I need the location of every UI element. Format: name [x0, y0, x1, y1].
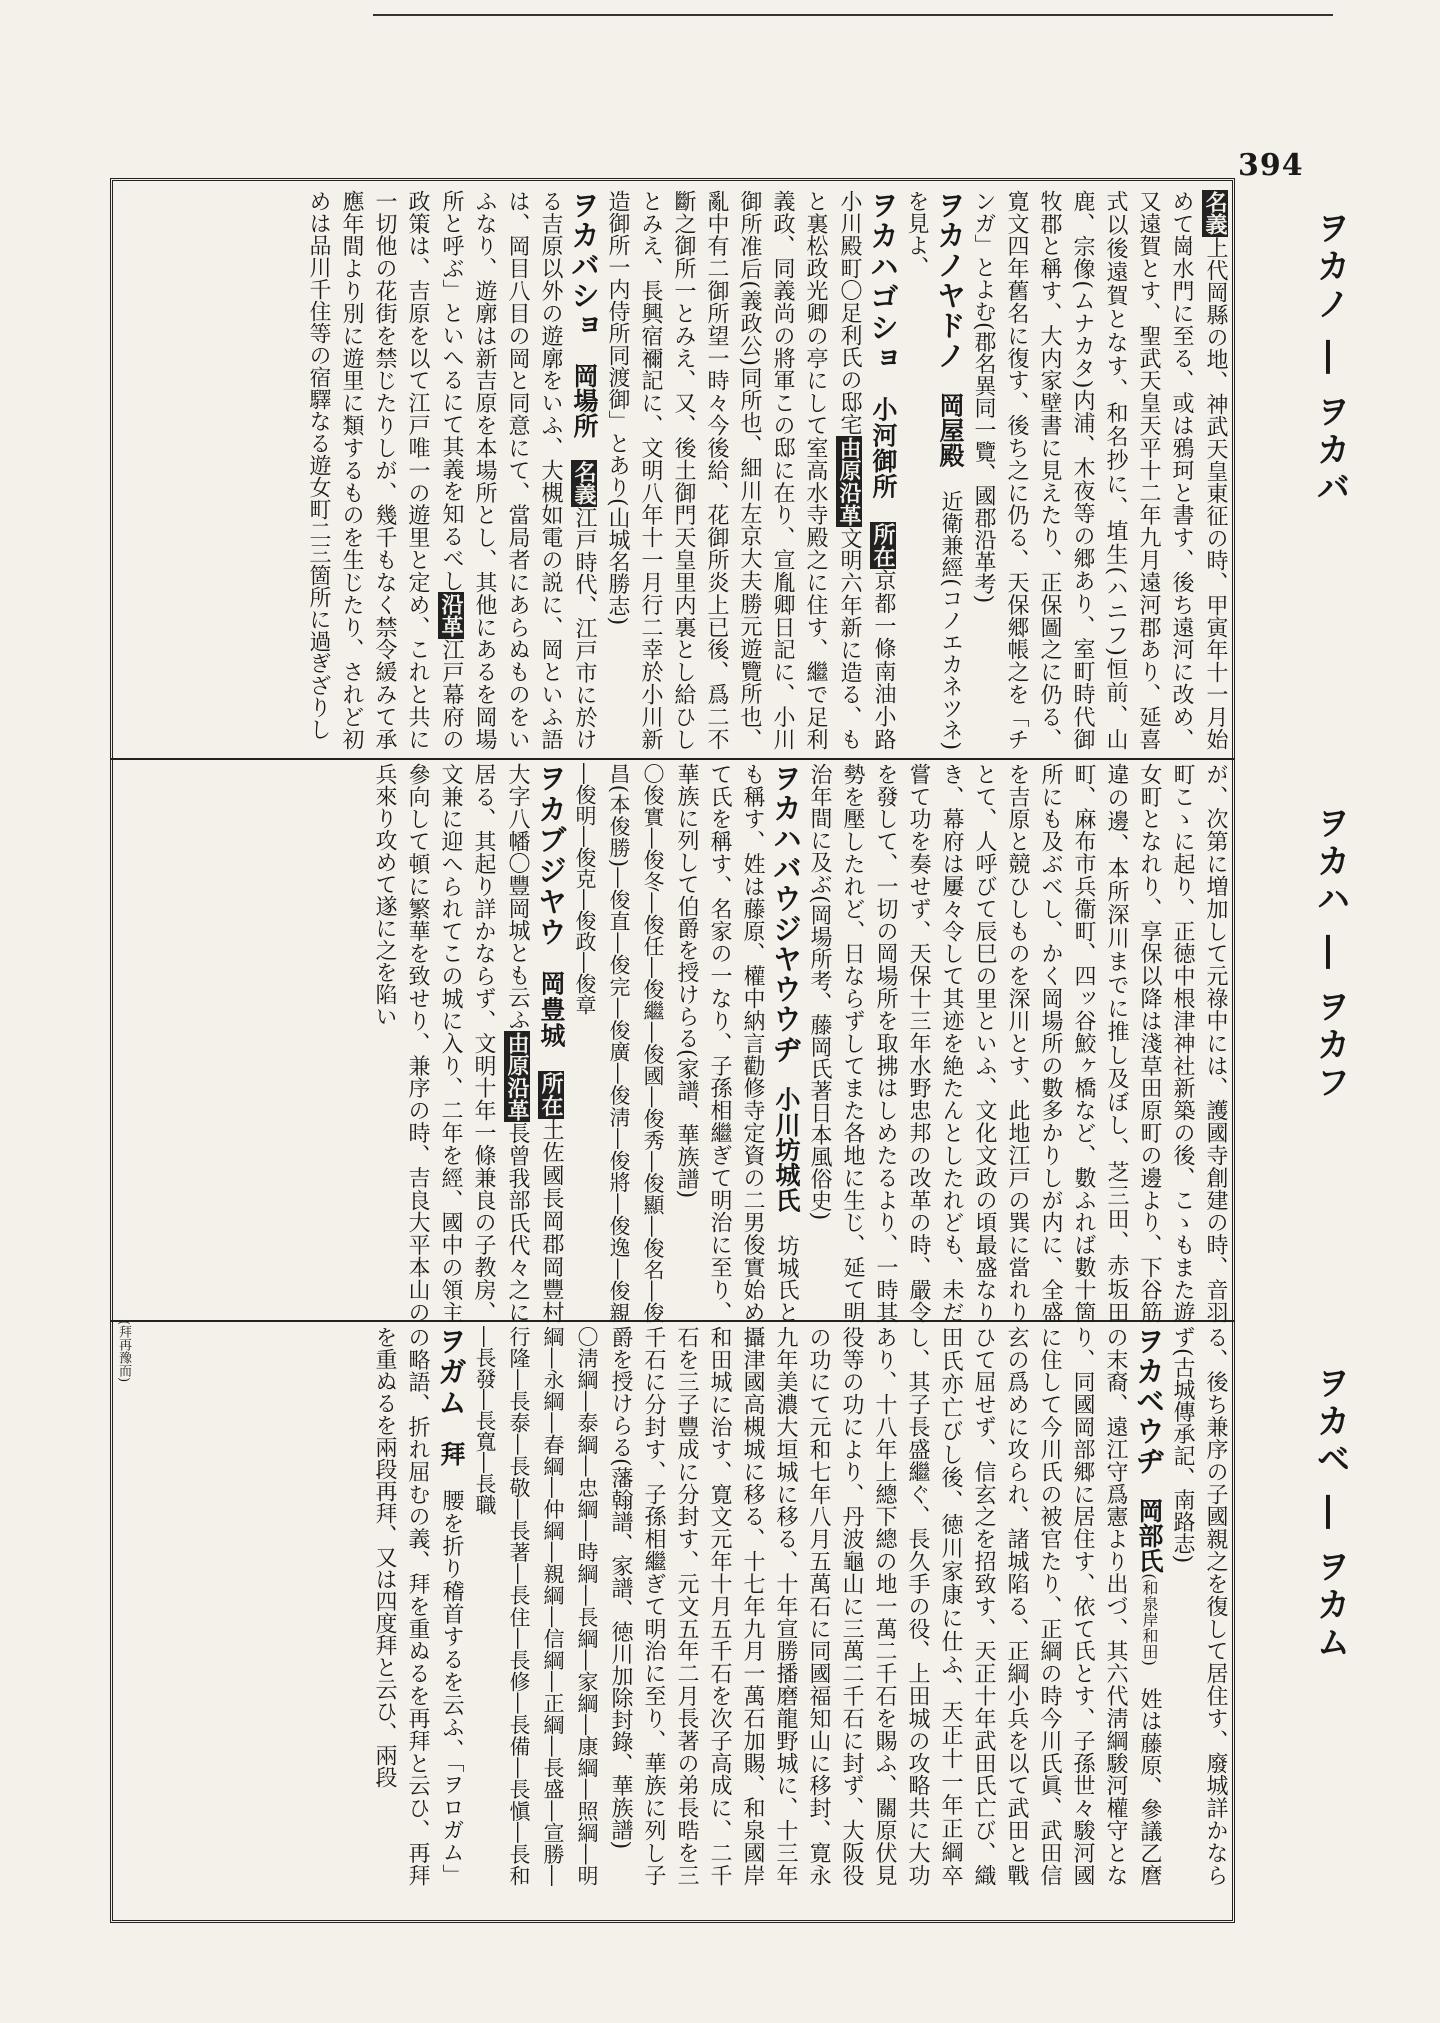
entry-text: 長曾我部氏代々之に居る、其起り詳かならず、文明十年一條兼良の子教房、文兼に迎へられてこの城に入り、二年を經、國中の領主參向して頓に繁華を致せり、兼序の時、吉良大平本山の兵來り攻めて遂に之を陷い [372, 763, 530, 1323]
entry-kanji: 岡豊城 [537, 970, 566, 1049]
entry-text: る、後ち兼序の子國親之を復して居住す、廢城詳かならず(古城傳承記、南路志) [1170, 1326, 1228, 1886]
page-number: 394 [1238, 148, 1304, 183]
genealogy [468, 1326, 604, 1886]
text-band-2 [112, 763, 1232, 1323]
entry-text: 上代岡縣の地、神武天皇東征の時、甲寅年十一月始めて崗水門に至る、或は鴉珂と書す、後ち遠河に改め、又遠賀とす、聖武天皇天平十二年九月遠河郡あり、延喜式以後遠賀となす、和名抄に、埴生(ハニフ)恒前、山鹿、宗像(ムナカタ)内浦、木夜等の郷あり、室町時代御牧郡と稱す、大内家壁書に見えたり、正保圖之に仍る、寛文四年舊名に復す、後ち之に仍る、天保郷帳之を「チンガ」とよむ(郡名異同一覽、國郡沿革考) [971, 190, 1228, 750]
dictionary-entry [604, 1326, 1166, 1886]
entry-headword: ヲカハゴショ [866, 190, 900, 374]
dictionary-entry [368, 1326, 468, 1886]
entry-tag: 名義 [571, 461, 597, 506]
dictionary-entry [601, 190, 900, 750]
entry-text: 京都一條南油小路小川殿町〇足利氏の邸宅 [837, 190, 896, 750]
entry-headword: ヲカベウヂ [1132, 1326, 1166, 1477]
entry-tag: 名義 [1202, 191, 1228, 236]
entry-headword: ヲカバショ [567, 190, 601, 341]
dictionary-entry [670, 763, 803, 1323]
dictionary-entry [900, 190, 967, 750]
entry-text: 腰を折り稽首するを云ふ、「ヲロガム」の略語、折れ屈むの義、拜を重ぬるを再拜と云ひ、再拜を重ぬるを兩段再拜、又は四度拜と云ひ、兩段 [372, 1326, 464, 1886]
text-band-3 [112, 1326, 1232, 1886]
entry-tag: 所在 [538, 1071, 564, 1118]
dictionary-entry [1166, 1326, 1232, 1886]
entry-headword: ヲカノヤドノ [933, 190, 967, 371]
side-title-3: ヲカベ ― ヲカム [1310, 1365, 1350, 1663]
side-title-1: ヲカノ ― ヲカバ [1310, 210, 1350, 508]
top-rule [373, 14, 1333, 16]
dictionary-entry [803, 763, 1232, 1323]
entry-tag: 由原沿革 [504, 1032, 530, 1122]
entry-headword: ヲカブジヤウ [534, 763, 568, 948]
text-band-1 [112, 190, 1232, 750]
entry-headword: ヲカハバウジヤウウヂ [769, 763, 803, 1065]
dictionary-entry [302, 190, 601, 750]
dictionary-entry [368, 763, 568, 1323]
entry-kanji: 小河御所 [869, 396, 898, 500]
entry-kanji: 拜 [437, 1440, 466, 1467]
entry-kanji: 岡場所 [570, 362, 599, 439]
entry-text: 江戸時代、江戸市に於ける吉原以外の遊廓をいふ、大槻如電の説に、岡といふ語は、岡目八目の岡と同意にて、當局者にあらぬものをいふなり、遊廓は新吉原を本場所とし、其他にあるを岡場所と呼ぶ」といへるにて其義を知るべし [439, 190, 597, 750]
entry-text: 姓は藤原、參議乙麿の末裔、遠江守爲憲より出づ、其六代淸綱駿河權守となり、同國岡部郷に居住す、依て氏とす、子孫世々駿河國に住して今川氏の被官たり、正綱の時今川氏眞、武田信玄の爲めに攻られ、諸城陷る、正綱小兵を以て武田と戰ひて屈せず、信玄之を招致す、天正十年武田氏亡び、織田氏亦亡びし後、徳川家康に仕ふ、天正十一年正綱卒し、其子長盛繼ぐ、長久手の役、上田城の攻略共に大功あり、十八年上總下總の地一萬二千石を賜ふ、關原伏見役等の功により、丹波龜山に三萬二千石に封ず、大阪役の功にて元和七年八月五萬石に同國福知山に移封、寛永九年美濃大垣城に移る、十年宣勝播磨龍野城に、十三年攝津國高槻城に移る、十七年九月一萬石加賜、和泉國岸和田城に治す、寛文元年十月五千石を次子高成に、二千石を三子豐成に分封す、元文五年二月長著の弟長晧を三千石に分封す、子孫相繼ぎて明治に至り、華族に列し子爵を授けらる(藩翰譜、家譜、徳川加除封錄、華族譜) [608, 1326, 1162, 1886]
band-divider-1 [110, 758, 1235, 760]
entry-text: 江戸幕府の政策は、吉原を以て江戸唯一の遊里と定め、これと共に一切他の花街を禁じたりしが、幾千もなく禁令緩みて承應年間より別に遊里に類するものを生じたり、されど初めは品川千住等の宿驛なる遊女町二三箇所に過ぎざりし [306, 190, 464, 750]
entry-headword: ヲガム [434, 1326, 468, 1419]
entry-text: 近衛兼經(コノエカネツネ)を見よ、 [904, 190, 963, 750]
entry-text: が、次第に増加して元祿中には、護國寺創建の時、音羽町こゝに起り、正徳中根津神社新築の後、こゝもまた遊女町となれり、享保以降は淺草田原町の邊より、下谷筋違の邊、本所深川までに推し及ぼし、芝三田、赤坂田町、麻布市兵衞町、四ッ谷鮫ヶ橋など、數ふれば數十箇所にも及ぶべし、かく岡場所の數多かりしが内に、全盛を吉原と競ひしものを深川とす、此地江戸の巽に當れりとて、人呼びて辰巳の里といふ、文化文政の頃最盛なりき、幕府は屢々令して其迹を絶たんとしたれども、未だ嘗て功を奏せず、天保十三年水野忠邦の改革の時、嚴令を發して、一切の岡場所を取拂はしめたるより、一時其勢を壓したれど、日ならずしてまた各地に生じ、延て明治年間に及ぶ(岡場所考、藤岡氏著日本風俗史) [807, 763, 1228, 1323]
entry-text: 土佐國長岡郡岡豐村大字八幡〇豐岡城とも云ふ [505, 763, 564, 1323]
genealogy [568, 763, 670, 1323]
entry-note: (和泉岸和田) [1140, 1573, 1159, 1666]
side-title-2: ヲカハ ― ヲカフ [1310, 805, 1350, 1103]
entry-text: 坊城氏とも稱す、姓は藤原、權中納言勸修寺定資の二男俊實始めて氏を稱す、名家の一なり、子孫相繼ぎて明治に至り、華族に列して伯爵を授けらる(家譜、華族譜) [674, 763, 799, 1323]
entry-kanji: 小川坊城氏 [772, 1086, 801, 1213]
entry-kanji: 岡屋殿 [936, 392, 965, 468]
entry-tag: 沿革 [438, 593, 464, 638]
footnote: (拜再豫而) [116, 1320, 131, 1383]
dictionary-entry [967, 190, 1232, 750]
entry-text: 文明六年新に造る、もと裏松政光卿の亭にして室高水寺殿之に住す、繼で足利義政、同義尚の將軍この邸に在り、宣胤卿日記に、小川御所准后(義政公)同所也、細川左京大夫勝元遊覽所也、亂中有二御所望一時々今後給、花御所炎上已後、爲二不斷之御所一とみえ、又、後土御門天皇里内裏とし給ひしとみえ、長興宿禰記に、文明八年十一月行二幸於小川新造御所一内侍所同渡御」とあり(山城名勝志) [605, 190, 862, 750]
entry-tag: 由原沿革 [836, 436, 862, 527]
entry-tag: 所在 [870, 523, 896, 569]
entry-kanji: 岡部氏 [1135, 1498, 1164, 1574]
genealogy-text: 〇淸綱―泰綱―忠綱―時綱―長綱―家綱―康綱―照綱―明綱―永綱―春綱―仲綱―親綱―信綱―正綱―長盛―宣勝―行隆―長泰―長敬―長著―長住―長修―長備―長愼―長和―長發―長寬―長職 [473, 1326, 599, 1886]
genealogy-text: 〇俊實―俊冬―俊任―俊繼―俊國―俊秀―俊顯―俊名―俊昌(本俊勝)―俊直―俊完―俊廣―俊淸―俊將―俊逸―俊親―俊明―俊克―俊政―俊章 [573, 763, 665, 1323]
